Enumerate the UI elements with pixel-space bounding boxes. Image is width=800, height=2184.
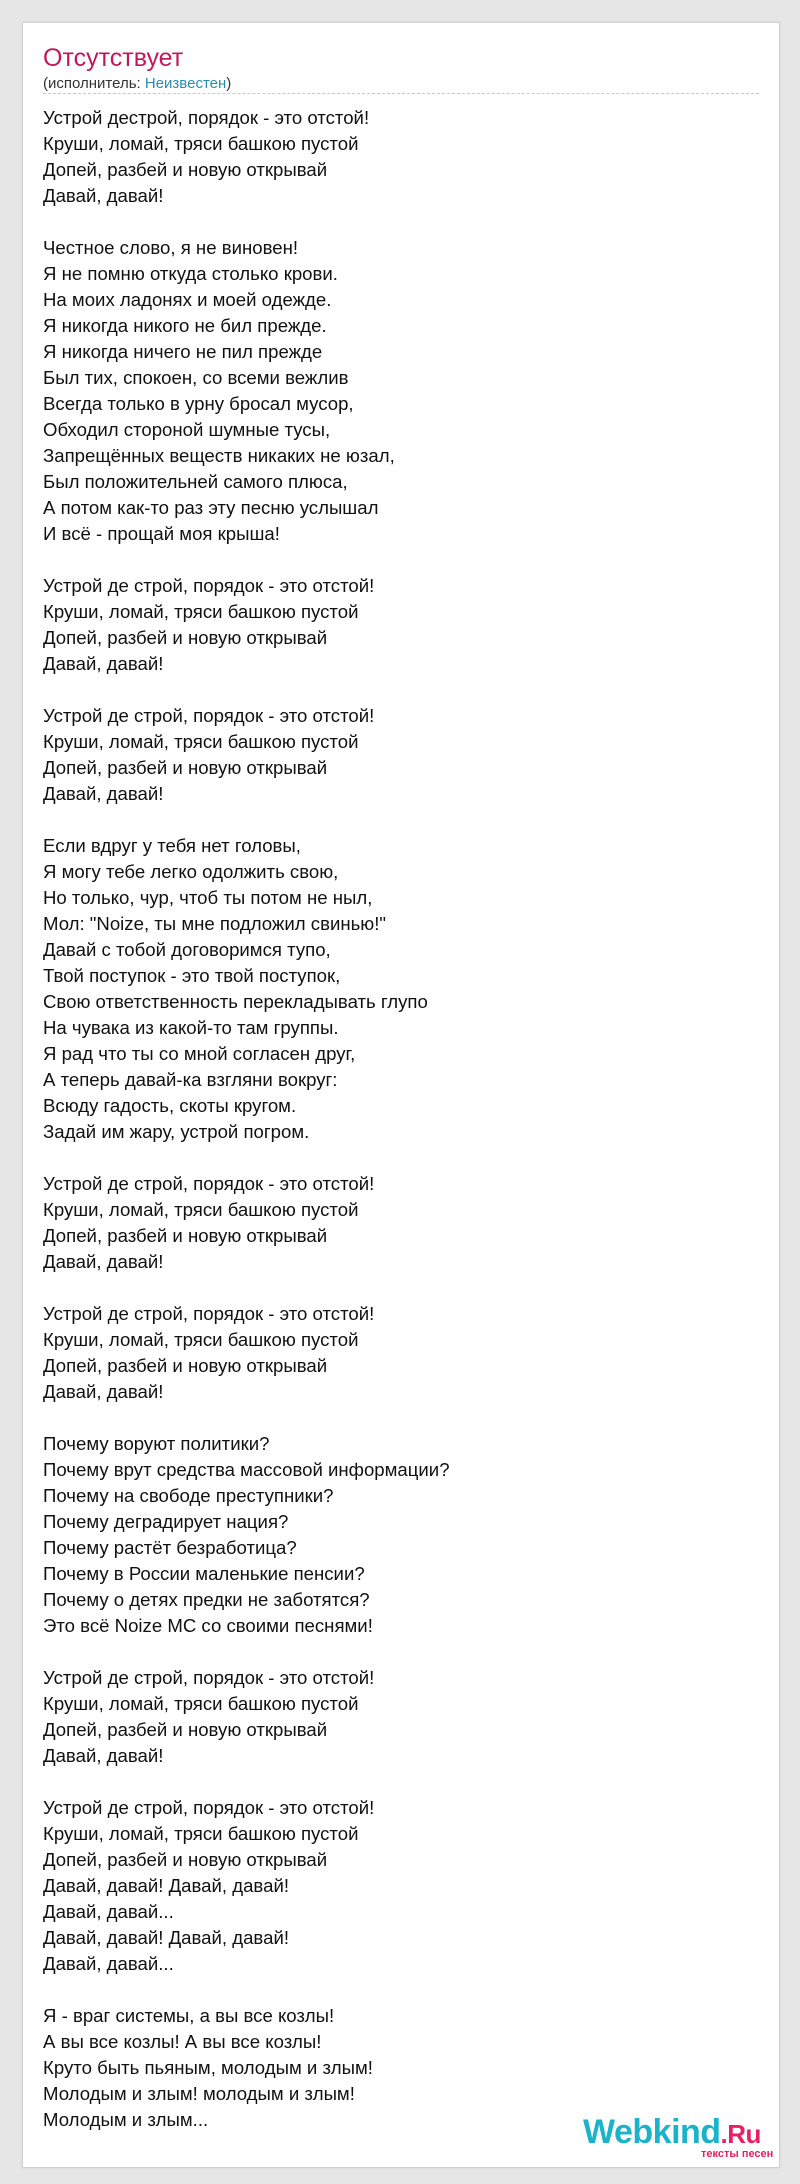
lyric-line: Допей, разбей и новую открывай xyxy=(43,1355,328,1376)
lyric-line: А потом как-то раз эту песню услышал xyxy=(43,497,379,518)
lyric-line: Задай им жару, устрой погром. xyxy=(43,1121,310,1142)
lyric-line: Почему о детях предки не заботятся? xyxy=(43,1589,370,1610)
lyric-line: Допей, разбей и новую открывай xyxy=(43,1849,328,1870)
lyric-line: Устрой дестрой, порядок - это отстой! xyxy=(43,107,370,128)
lyric-line: Почему деградирует нация? xyxy=(43,1511,289,1532)
lyrics-text xyxy=(43,105,743,2133)
lyric-line: Давай, давай! xyxy=(43,1251,164,1272)
stanza-break xyxy=(43,1769,743,1795)
lyric-line: Давай, давай! xyxy=(43,653,164,674)
lyric-line: Круши, ломай, тряси башкою пустой xyxy=(43,1823,359,1844)
lyric-line: Давай, давай! xyxy=(43,185,164,206)
lyric-line: Устрой де строй, порядок - это отстой! xyxy=(43,575,375,596)
lyric-line: А вы все козлы! А вы все козлы! xyxy=(43,2031,322,2052)
lyric-line: Молодым и злым! молодым и злым! xyxy=(43,2083,355,2104)
lyric-line: Был тих, спокоен, со всеми вежлив xyxy=(43,367,349,388)
lyric-line: И всё - прощай моя крыша! xyxy=(43,523,280,544)
lyric-line: Запрещённых веществ никаких не юзал, xyxy=(43,445,395,466)
lyric-line: Почему воруют политики? xyxy=(43,1433,270,1454)
lyric-line: А теперь давай-ка взгляни вокруг: xyxy=(43,1069,338,1090)
artist-suffix: ) xyxy=(226,75,232,92)
lyric-line: Я не помню откуда столько крови. xyxy=(43,263,338,284)
lyrics-card xyxy=(22,22,780,2168)
lyric-line: Но только, чур, чтоб ты потом не ныл, xyxy=(43,887,373,908)
lyric-line: Устрой де строй, порядок - это отстой! xyxy=(43,1667,375,1688)
stanza-break xyxy=(43,807,743,833)
watermark-logo xyxy=(583,2113,783,2163)
artist-link[interactable]: Неизвестен xyxy=(144,75,227,92)
artist-line xyxy=(43,75,231,93)
lyric-line: Круши, ломай, тряси башкою пустой xyxy=(43,133,359,154)
lyric-line: Это всё Noize MC со своими песнями! xyxy=(43,1615,373,1636)
lyric-line: Всегда только в урну бросал мусор, xyxy=(43,393,354,414)
stanza-break xyxy=(43,1405,743,1431)
lyric-line: Свою ответственность перекладывать глупо xyxy=(43,991,428,1012)
lyric-line: Я рад что ты со мной согласен друг, xyxy=(43,1043,356,1064)
lyric-line: Мол: "Noize, ты мне подложил свинью!" xyxy=(43,913,386,934)
title-divider xyxy=(43,93,759,94)
lyric-line: Давай, давай! xyxy=(43,783,164,804)
lyric-line: Всюду гадость, скоты кругом. xyxy=(43,1095,297,1116)
lyric-line: Допей, разбей и новую открывай xyxy=(43,757,328,778)
watermark-tld: .Ru xyxy=(720,2119,761,2149)
lyric-line: Круши, ломай, тряси башкою пустой xyxy=(43,1329,359,1350)
lyric-line: Почему на свободе преступники? xyxy=(43,1485,334,1506)
lyric-line: Устрой де строй, порядок - это отстой! xyxy=(43,1797,375,1818)
lyric-line: На чувака из какой-то там группы. xyxy=(43,1017,339,1038)
lyric-line: Честное слово, я не виновен! xyxy=(43,237,299,258)
lyric-line: Я - враг системы, а вы все козлы! xyxy=(43,2005,335,2026)
lyric-line: Почему в России маленькие пенсии? xyxy=(43,1563,365,1584)
lyric-line: Почему растёт безработица? xyxy=(43,1537,297,1558)
lyric-line: Круши, ломай, тряси башкою пустой xyxy=(43,731,359,752)
stanza-break xyxy=(43,547,743,573)
stanza-break xyxy=(43,1275,743,1301)
lyric-line: Давай с тобой договоримся тупо, xyxy=(43,939,331,960)
lyric-line: Давай, давай... xyxy=(43,1901,174,1922)
lyric-line: Я никогда никого не бил прежде. xyxy=(43,315,327,336)
lyric-line: Я могу тебе легко одолжить свою, xyxy=(43,861,339,882)
lyric-line: Устрой де строй, порядок - это отстой! xyxy=(43,1303,375,1324)
lyric-line: Устрой де строй, порядок - это отстой! xyxy=(43,705,375,726)
lyric-line: Давай, давай! xyxy=(43,1381,164,1402)
lyric-line: Я никогда ничего не пил прежде xyxy=(43,341,323,362)
stanza-break xyxy=(43,1145,743,1171)
lyric-line: Допей, разбей и новую открывай xyxy=(43,159,328,180)
lyric-line: Молодым и злым... xyxy=(43,2109,209,2130)
lyric-line: Круши, ломай, тряси башкою пустой xyxy=(43,1693,359,1714)
song-title: Отсутствует xyxy=(43,44,184,72)
watermark-tagline: тексты песен xyxy=(701,2148,774,2160)
stanza-break xyxy=(43,1639,743,1665)
lyric-line: Твой поступок - это твой поступок, xyxy=(43,965,341,986)
stanza-break xyxy=(43,209,743,235)
lyric-line: Почему врут средства массовой информации? xyxy=(43,1459,450,1480)
lyric-line: Давай, давай! Давай, давай! xyxy=(43,1875,289,1896)
lyric-line: Обходил стороной шумные тусы, xyxy=(43,419,331,440)
watermark-brand: Webkind xyxy=(583,2113,721,2151)
watermark-wordmark xyxy=(583,2113,761,2153)
lyric-line: Круто быть пьяным, молодым и злым! xyxy=(43,2057,373,2078)
lyric-line: Допей, разбей и новую открывай xyxy=(43,1225,328,1246)
lyric-line: Если вдруг у тебя нет головы, xyxy=(43,835,301,856)
lyric-line: На моих ладонях и моей одежде. xyxy=(43,289,332,310)
lyric-line: Устрой де строй, порядок - это отстой! xyxy=(43,1173,375,1194)
lyric-line: Давай, давай! xyxy=(43,1745,164,1766)
artist-prefix: (исполнитель: xyxy=(43,75,145,92)
lyric-line: Давай, давай! Давай, давай! xyxy=(43,1927,289,1948)
lyric-line: Круши, ломай, тряси башкою пустой xyxy=(43,1199,359,1220)
lyric-line: Давай, давай... xyxy=(43,1953,174,1974)
lyric-line: Был положительней самого плюса, xyxy=(43,471,348,492)
lyric-line: Допей, разбей и новую открывай xyxy=(43,627,328,648)
lyric-line: Круши, ломай, тряси башкою пустой xyxy=(43,601,359,622)
stanza-break xyxy=(43,677,743,703)
stanza-break xyxy=(43,1977,743,2003)
lyric-line: Допей, разбей и новую открывай xyxy=(43,1719,328,1740)
